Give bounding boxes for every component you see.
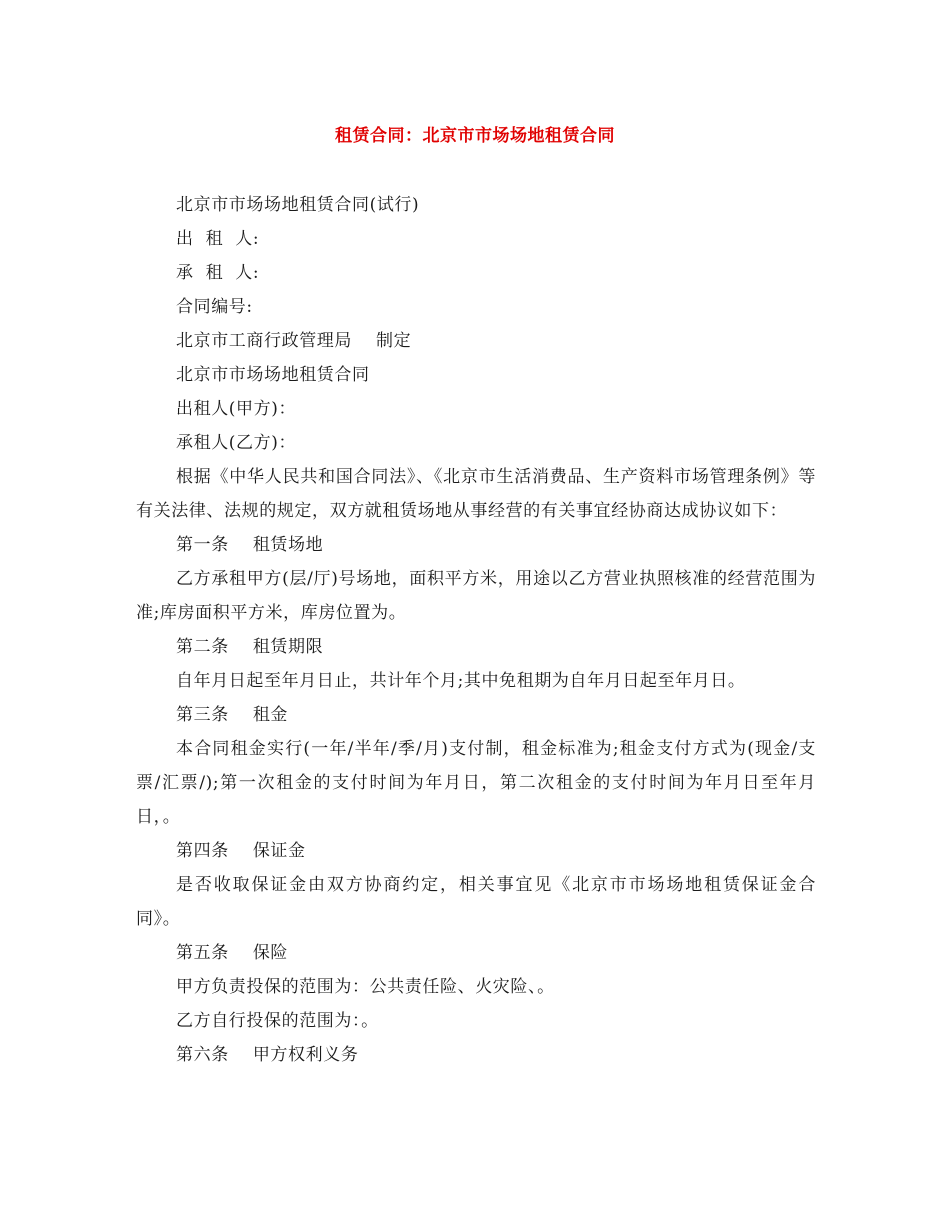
- paragraph-lessor-field: 出 租 人:: [176, 229, 260, 249]
- article-1-heading: 第一条 租赁场地: [176, 535, 324, 555]
- paragraph-party-a: 出租人(甲方)：: [176, 399, 297, 419]
- article-1-body: 乙方承租甲方(层/厅)号场地，面积平方米，用途以乙方营业执照核准的经营范围为准;库房面积平方米，库房位置为。: [136, 569, 816, 623]
- article-2-heading: 第二条 租赁期限: [176, 637, 324, 657]
- paragraph-party-b: 承租人(乙方)：: [176, 433, 297, 453]
- paragraph-issuer: 北京市工商行政管理局 制定: [176, 331, 412, 351]
- paragraph-contract-heading: 北京市市场场地租赁合同: [176, 365, 370, 385]
- article-5-heading: 第五条 保险: [176, 943, 289, 963]
- article-3-body: 本合同租金实行(一年/半年/季/月)支付制，租金标准为;租金支付方式为(现金/支票/汇票/);第一次租金的支付时间为年月日，第二次租金的支付时间为年月日至年月日，。: [136, 739, 816, 827]
- paragraph-contract-number: 合同编号:: [176, 297, 253, 317]
- document-title: 租赁合同：北京市市场场地租赁合同: [335, 126, 615, 146]
- paragraph-lessee-field: 承 租 人:: [176, 263, 260, 283]
- article-2-body: 自年月日起至年月日止，共计年个月;其中免租期为自年月日起至年月日。: [176, 671, 746, 691]
- article-4-heading: 第四条 保证金: [176, 841, 306, 861]
- article-5-body-party-b: 乙方自行投保的范围为：。: [176, 1011, 379, 1031]
- document-body: [136, 188, 816, 1072]
- article-5-body-party-a: 甲方负责投保的范围为：公共责任险、火灾险、。: [176, 977, 555, 997]
- paragraph-preamble: 根据《中华人民共和国合同法》、《北京市生活消费品、生产资料市场管理条例》等有关法律、法规的规定，双方就租赁场地从事经营的有关事宜经协商达成协议如下：: [136, 467, 816, 521]
- article-6-heading: 第六条 甲方权利义务: [176, 1045, 359, 1065]
- article-3-heading: 第三条 租金: [176, 705, 289, 725]
- article-4-body: 是否收取保证金由双方协商约定，相关事宜见《北京市市场场地租赁保证金合同》。: [136, 875, 816, 929]
- paragraph-subtitle: 北京市市场场地租赁合同(试行): [176, 195, 420, 215]
